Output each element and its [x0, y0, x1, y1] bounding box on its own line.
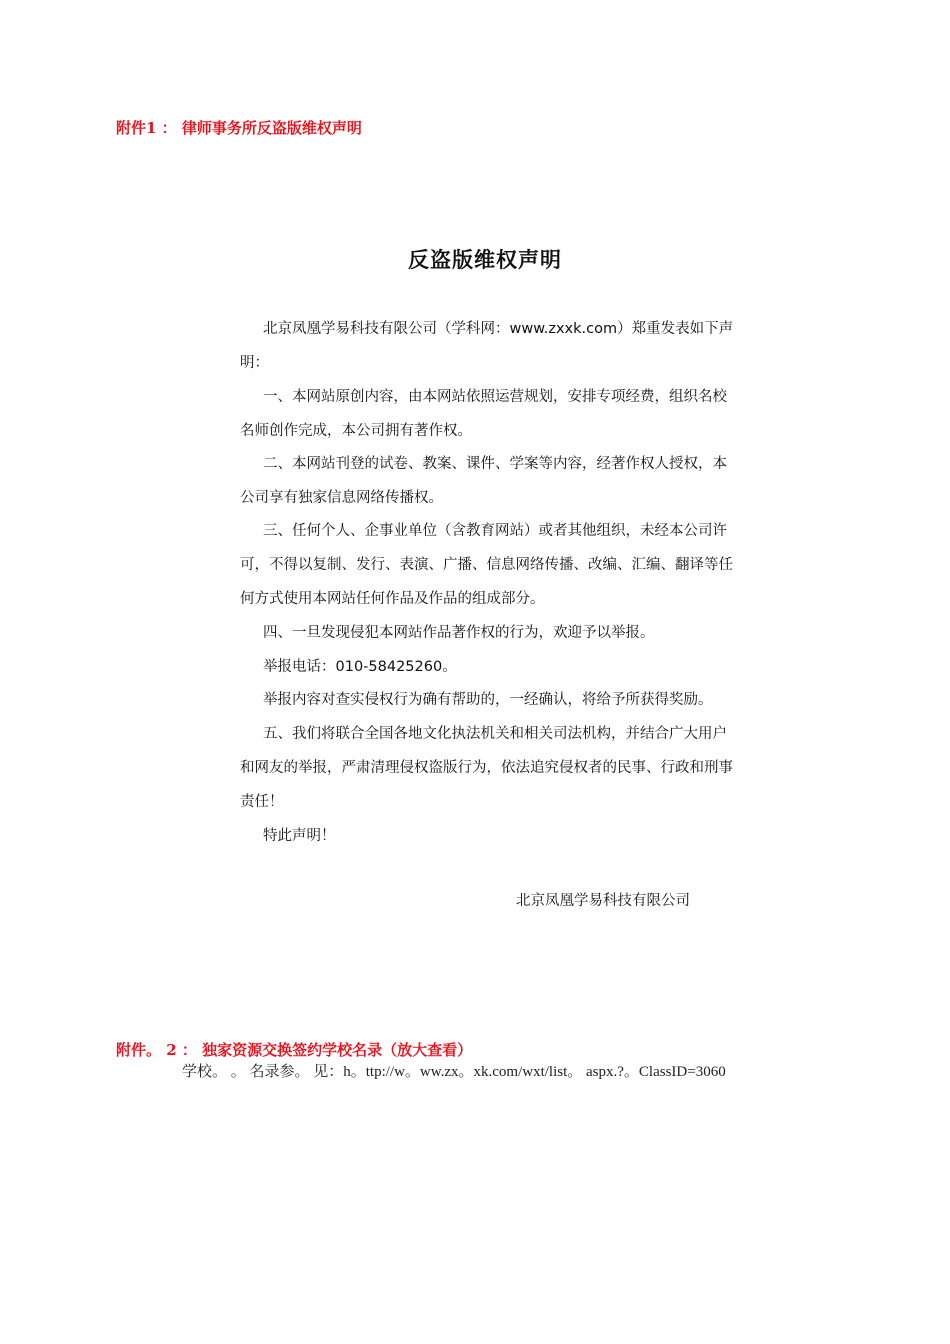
statement-paragraph: 三、任何个人、企事业单位（含教育网站）或者其他组织，未经本公司许可，不得以复制、发行、表演、广播、信息网络传播、改编、汇编、翻译等任何方式使用本网站任何作品及作品的组成部分。	[240, 523, 733, 607]
statement-phone-block	[240, 650, 740, 684]
statement-title: 反盗版维权声明	[408, 248, 562, 272]
statement-closing: 特此声明！	[263, 828, 336, 844]
statement-paragraph-4-block	[240, 616, 740, 650]
statement-paragraph-3-block	[240, 514, 740, 616]
statement-paragraph-intro	[240, 312, 740, 380]
attachment-1-heading: 附件1 ： 律师事务所反盗版维权声明	[116, 119, 362, 137]
report-phone: 举报电话：010-58425260。	[263, 659, 457, 675]
statement-paragraph: 北京凤凰学易科技有限公司（学科网：www.zxxk.com）郑重发表如下声明：	[240, 321, 734, 371]
statement-paragraph: 一、本网站原创内容，由本网站依照运营规划，安排专项经费，组织名校名师创作完成，本公司拥有著作权。	[240, 389, 727, 439]
statement-paragraph: 二、本网站刊登的试卷、教案、课件、学案等内容，经著作权人授权，本公司享有独家信息网络传播权。	[240, 456, 727, 506]
statement-paragraph: 四、一旦发现侵犯本网站作品著作权的行为，欢迎予以举报。	[263, 625, 655, 641]
statement-reward-block	[240, 683, 740, 717]
statement-paragraph-1-block	[240, 380, 740, 448]
statement-paragraph: 举报内容对查实侵权行为确有帮助的，一经确认，将给予所获得奖励。	[263, 692, 713, 708]
statement-paragraph-5-block	[240, 717, 740, 819]
school-list-link[interactable]: 学校。 。 名录参。 见：h。ttp://w。ww.zx。xk.com/wxt/list。 aspx.?。ClassID=3060	[182, 1064, 726, 1080]
attachment-2-heading: 附件。 2 ： 独家资源交换签约学校名录（放大查看）	[116, 1041, 473, 1059]
company-signature: 北京凤凰学易科技有限公司	[516, 893, 690, 909]
statement-paragraph: 五、我们将联合全国各地文化执法机关和相关司法机构，并结合广大用户和网友的举报，严肃清理侵权盗版行为，依法追究侵权者的民事、行政和刑事责任！	[240, 726, 733, 810]
statement-closing-block	[240, 819, 740, 853]
statement-paragraph-2-block	[240, 447, 740, 515]
